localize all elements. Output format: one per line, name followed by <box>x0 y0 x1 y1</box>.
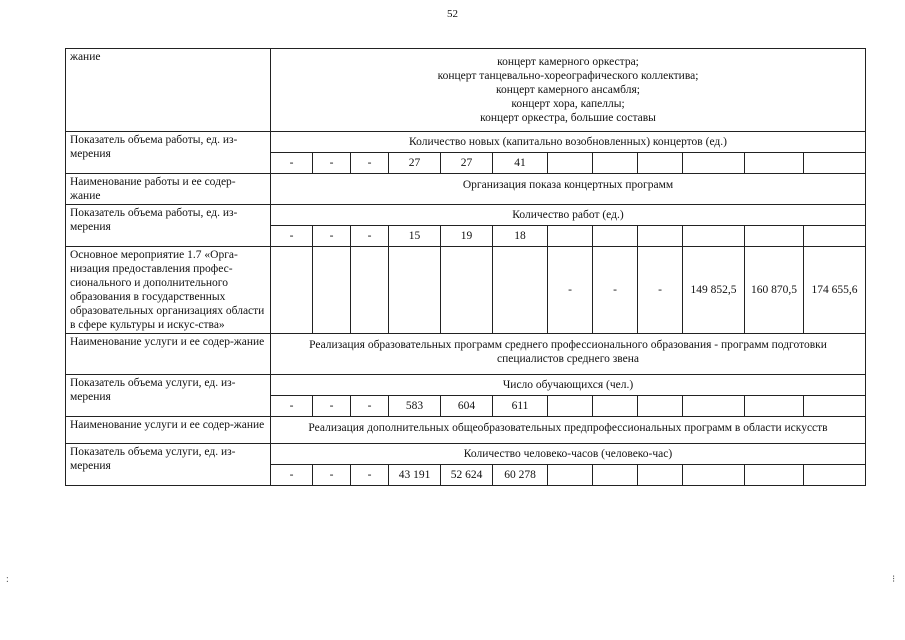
indicator-header: Количество работ (ед.) <box>271 205 866 226</box>
value-cell: - <box>351 465 389 486</box>
value-cell: - <box>593 247 638 334</box>
row-label: Показатель объема услуги, ед. из-мерения <box>66 444 271 486</box>
value-cell <box>804 465 866 486</box>
value-cell: - <box>351 396 389 417</box>
value-cell <box>351 247 389 334</box>
value-cell <box>638 226 683 247</box>
row-label: Основное мероприятие 1.7 «Орга-низация предоставления профес-сионального и дополнительного образования в государственных образовательных организациях области в сфере культуры и искус-ства» <box>66 247 271 334</box>
row-label: Показатель объема работы, ед. из-мерения <box>66 205 271 247</box>
table-row <box>66 49 866 132</box>
value-cell: - <box>313 396 351 417</box>
value-cell <box>638 396 683 417</box>
value-cell: - <box>548 247 593 334</box>
margin-mark-right: ⁝ <box>892 574 896 585</box>
content-cell: Реализация образовательных программ среднего профессионального образования - программ подготовки специалистов среднего звена <box>271 334 866 375</box>
page-number: 52 <box>447 8 458 20</box>
value-cell <box>745 396 804 417</box>
value-cell: - <box>271 153 313 174</box>
value-cell <box>683 153 745 174</box>
value-cell: 18 <box>493 226 548 247</box>
row-label: Показатель объема работы, ед. из-мерения <box>66 132 271 174</box>
value-cell <box>593 153 638 174</box>
content-line: концерт камерного оркестра; <box>497 56 639 68</box>
value-cell: - <box>313 226 351 247</box>
value-cell: - <box>271 226 313 247</box>
value-cell <box>683 226 745 247</box>
content-cell <box>271 49 866 132</box>
content-line: концерт камерного ансамбля; <box>496 84 640 96</box>
value-cell <box>804 396 866 417</box>
table-row <box>66 444 866 465</box>
value-cell: 149 852,5 <box>683 247 745 334</box>
value-cell: - <box>351 226 389 247</box>
row-label: жание <box>66 49 271 132</box>
value-cell <box>683 465 745 486</box>
value-cell <box>389 247 441 334</box>
value-cell <box>745 226 804 247</box>
value-cell <box>593 396 638 417</box>
value-cell <box>593 465 638 486</box>
indicator-header: Количество человеко-часов (человеко-час) <box>271 444 866 465</box>
content-line: концерт оркестра, большие составы <box>480 112 656 124</box>
value-cell: 27 <box>441 153 493 174</box>
value-cell <box>441 247 493 334</box>
table-row <box>66 205 866 226</box>
value-cell <box>548 226 593 247</box>
table-row <box>66 417 866 444</box>
value-cell <box>804 153 866 174</box>
value-cell <box>638 465 683 486</box>
value-cell <box>548 396 593 417</box>
value-cell: 43 191 <box>389 465 441 486</box>
content-cell: Реализация дополнительных общеобразовательных предпрофессиональных программ в области искусств <box>271 417 866 444</box>
value-cell: - <box>271 465 313 486</box>
value-cell: 41 <box>493 153 548 174</box>
row-label: Показатель объема услуги, ед. из-мерения <box>66 375 271 417</box>
value-cell: 583 <box>389 396 441 417</box>
value-cell <box>548 465 593 486</box>
value-cell: - <box>638 247 683 334</box>
value-cell: 604 <box>441 396 493 417</box>
value-cell: 27 <box>389 153 441 174</box>
value-cell <box>548 153 593 174</box>
value-cell: 611 <box>493 396 548 417</box>
value-cell: - <box>271 396 313 417</box>
value-cell <box>493 247 548 334</box>
program-table <box>65 48 866 486</box>
value-cell <box>745 465 804 486</box>
value-cell <box>638 153 683 174</box>
value-cell <box>683 396 745 417</box>
value-cell <box>804 226 866 247</box>
table-row <box>66 334 866 375</box>
value-cell: 19 <box>441 226 493 247</box>
value-cell <box>593 226 638 247</box>
value-cell <box>313 247 351 334</box>
value-cell: - <box>313 153 351 174</box>
value-cell: 160 870,5 <box>745 247 804 334</box>
content-line: концерт хора, капеллы; <box>511 98 625 110</box>
table-row <box>66 132 866 153</box>
value-cell: 60 278 <box>493 465 548 486</box>
value-cell: 15 <box>389 226 441 247</box>
value-cell <box>745 153 804 174</box>
table-row <box>66 375 866 396</box>
indicator-header: Количество новых (капитально возобновленных) концертов (ед.) <box>271 132 866 153</box>
value-cell: 52 624 <box>441 465 493 486</box>
value-cell: - <box>351 153 389 174</box>
value-cell: 174 655,6 <box>804 247 866 334</box>
value-cell: - <box>313 465 351 486</box>
table-row <box>66 174 866 205</box>
margin-mark-left: : <box>6 574 9 585</box>
row-label: Наименование услуги и ее содер-жание <box>66 417 271 444</box>
table-row <box>66 247 866 334</box>
row-label: Наименование работы и ее содер-жание <box>66 174 271 205</box>
content-line: концерт танцевально-хореографического коллектива; <box>437 70 699 82</box>
value-cell <box>271 247 313 334</box>
indicator-header: Число обучающихся (чел.) <box>271 375 866 396</box>
content-cell: Организация показа концертных программ <box>271 174 866 205</box>
row-label: Наименование услуги и ее содер-жание <box>66 334 271 375</box>
